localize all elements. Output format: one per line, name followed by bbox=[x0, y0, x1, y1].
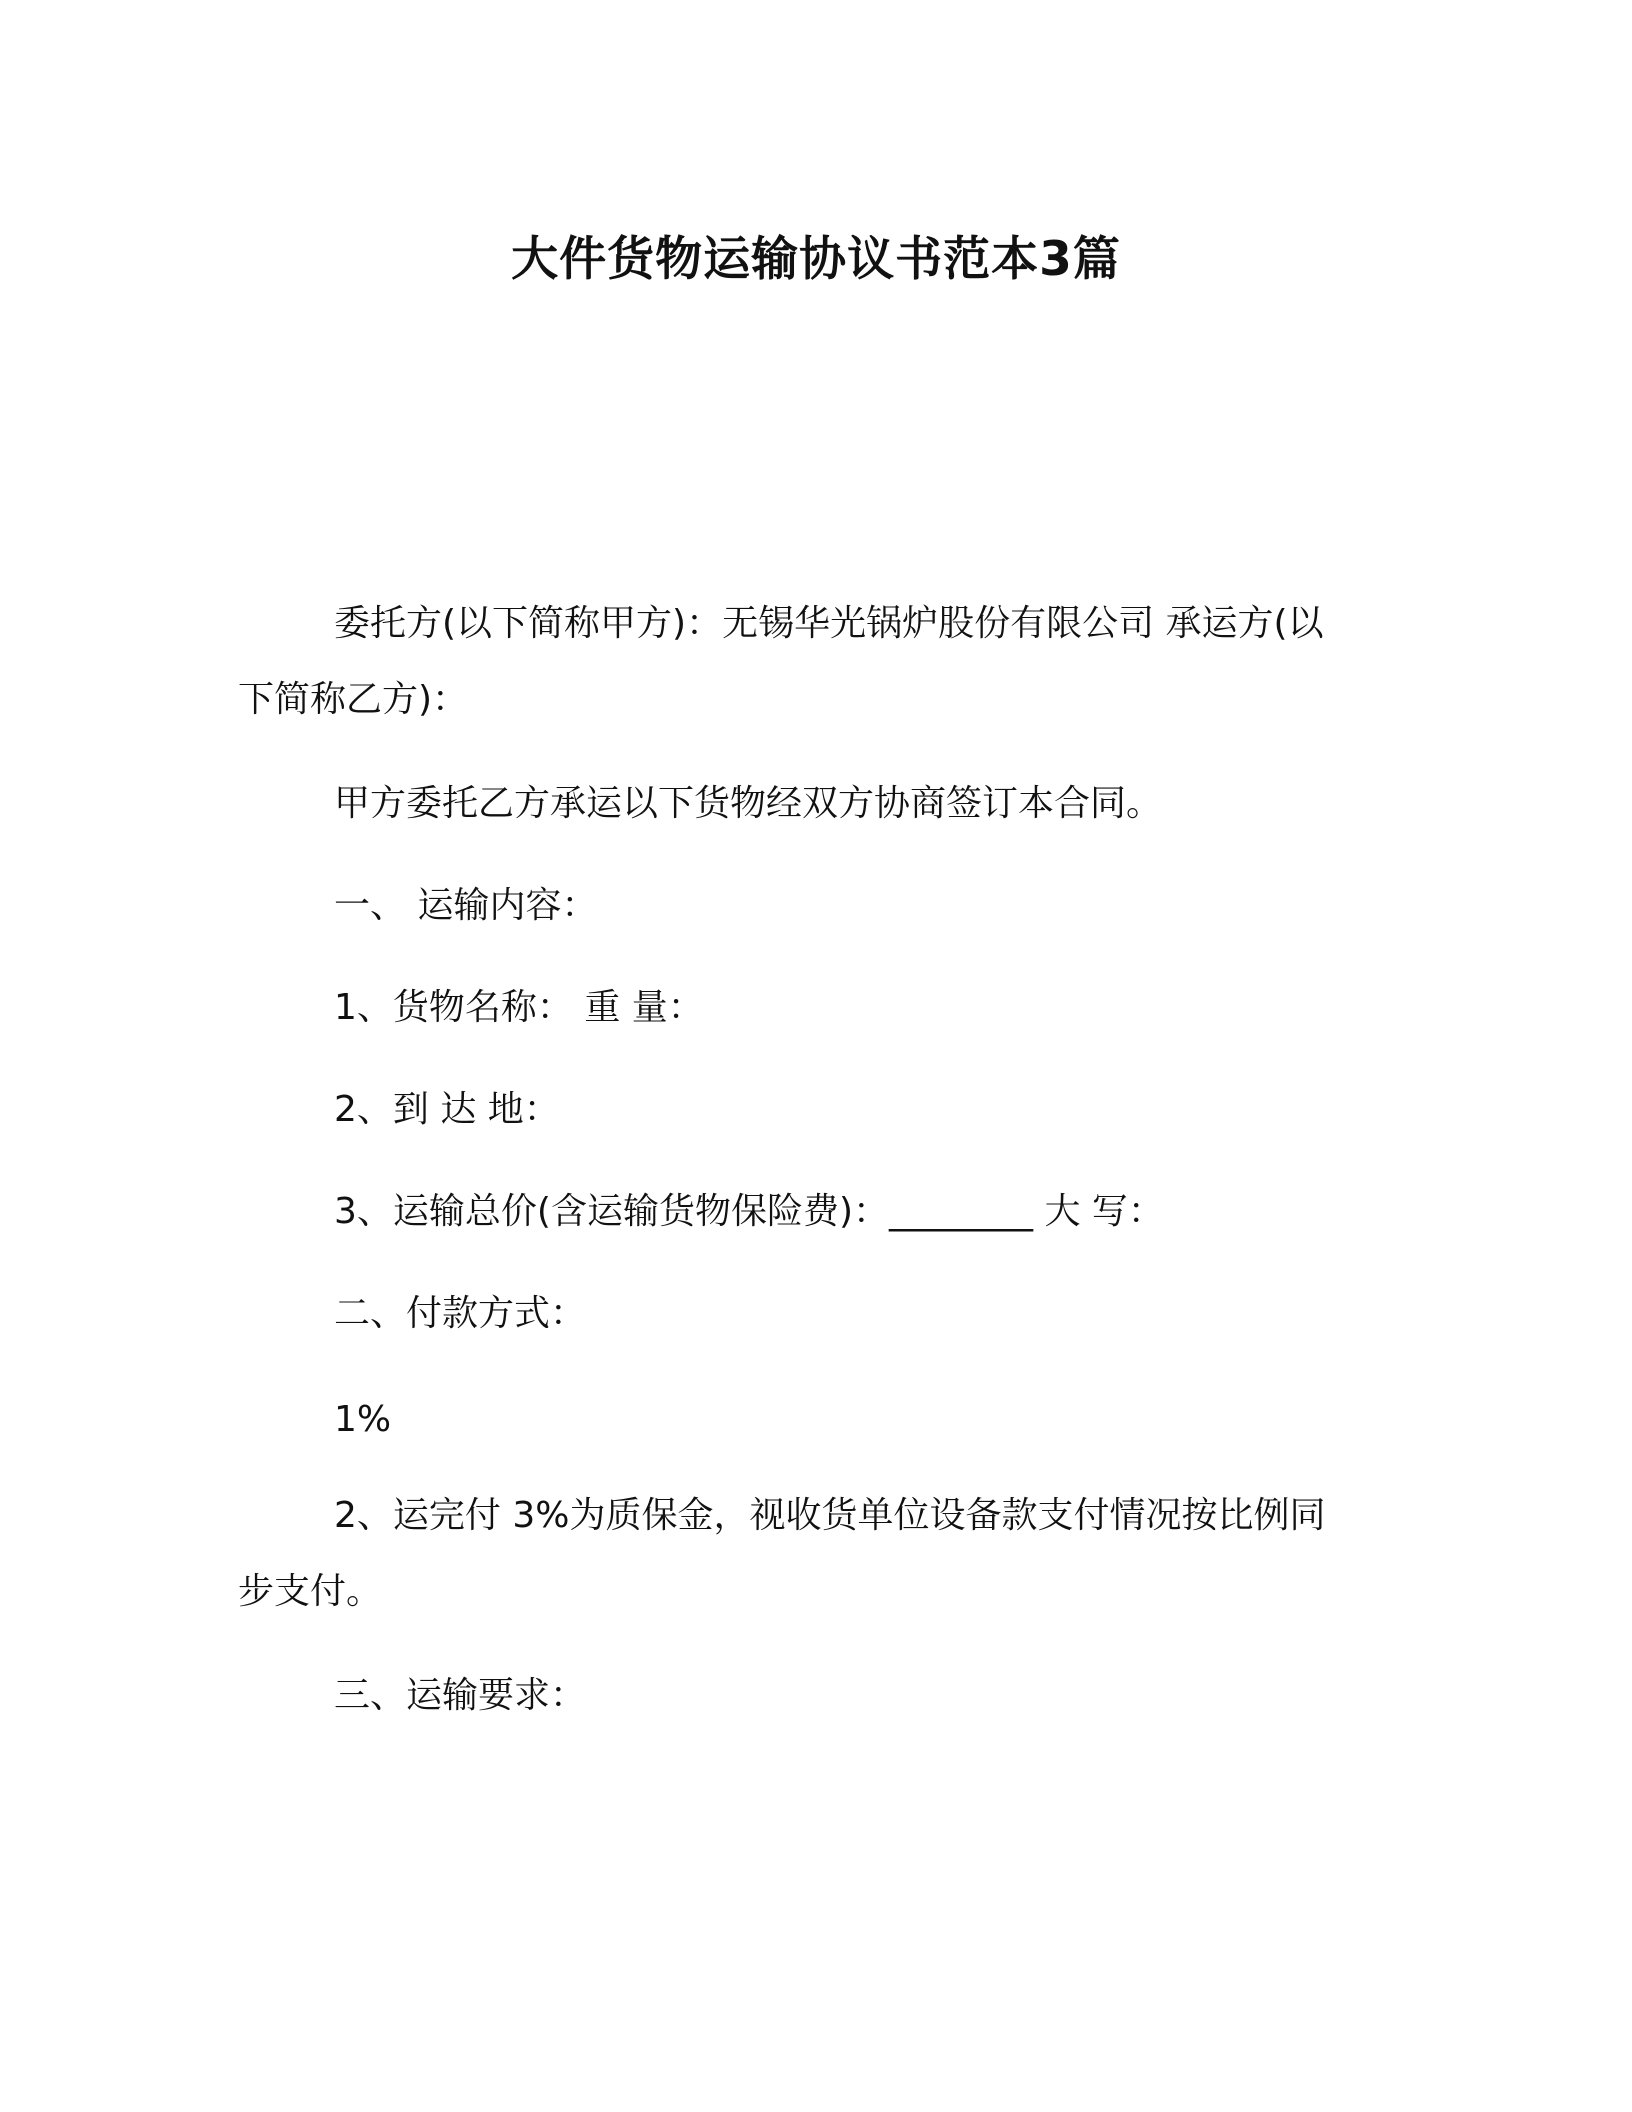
item-cargo-name-weight: 1、货物名称： 重 量： bbox=[334, 987, 704, 1028]
item-total-price: 3、运输总价(含运输货物保险费)：________ 大 写： bbox=[334, 1191, 1164, 1232]
paragraph-intro: 甲方委托乙方承运以下货物经双方协商签订本合同。 bbox=[334, 783, 1163, 824]
item-payment-1: 1% bbox=[334, 1399, 392, 1440]
section-heading-transport-requirements: 三、运输要求： bbox=[334, 1675, 587, 1716]
document-title: 大件货物运输协议书范本3篇 bbox=[511, 232, 1121, 287]
item-payment-2: 2、运完付 3%为质保金，视收货单位设备款支付情况按比例同步支付。 bbox=[238, 1495, 1326, 1612]
paragraph-parties: 委托方(以下简称甲方)：无锡华光锅炉股份有限公司 承运方(以下简称乙方)： bbox=[238, 603, 1324, 720]
section-heading-payment: 二、付款方式： bbox=[334, 1293, 587, 1334]
item-destination: 2、到 达 地： bbox=[334, 1089, 560, 1130]
section-heading-transport-content: 一、 运输内容： bbox=[334, 885, 598, 926]
